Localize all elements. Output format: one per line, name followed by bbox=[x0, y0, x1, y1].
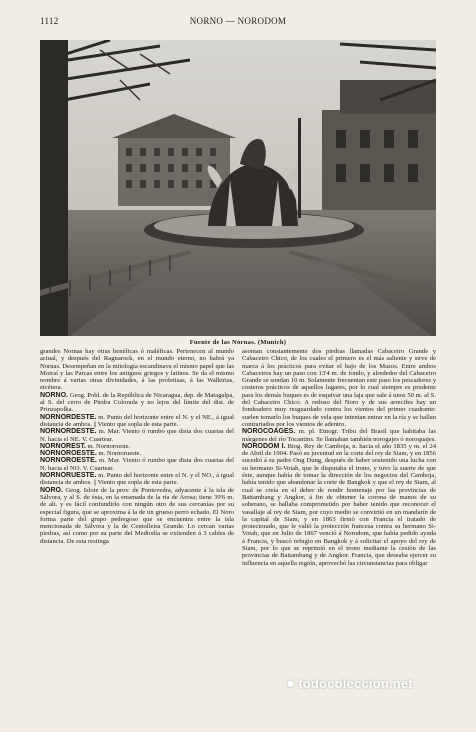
paragraph: NORNOROESTE. m. Mar. Viento ó rumbo que dista dos cuartas del N. hacia el NO. V. Cuartear. bbox=[40, 457, 234, 472]
paragraph: NORNOROESTE. m. Nornorueste. bbox=[40, 450, 142, 458]
left-text-column bbox=[40, 348, 234, 545]
paragraph: NORNORUESTE. m. Punto del horizonte entre el N. y el NO., á igual distancia de ambos. || Viento que sopla de esta parte. bbox=[40, 472, 234, 487]
watermark-text: todocoleccion.net bbox=[298, 675, 413, 691]
watermark-logo-icon: ● bbox=[286, 674, 296, 692]
paragraph: NOROCOAGES. m. pl. Etnogr. Tribu del Brasil que habitaba las márgenes del río Tocantins. Se llamaban también norogajes ó noroquajes. bbox=[242, 428, 436, 443]
headword: NOROCOAGES. bbox=[242, 428, 296, 436]
headword: NORNORDESTE. bbox=[40, 428, 97, 436]
headword: NORO. bbox=[40, 486, 63, 494]
headword: NORNOROESTE. bbox=[40, 457, 97, 465]
paragraph: asoman constantemente dos piedras llamadas Cabaceiro Grande y Cabaceiro Chico, de los cuales el primero es el más saliente y sirve de marca á los prácticos para evitar el bajo de los Mazos. Entre ambos Cabaceiros hay un paso con 13'4 m. de fondo, y alrededor del Cabaceiro Grande se sondan 10 m. Solamente frecuentan este paso los pescadores y costeros prácticos de aquellos lugares, por lo cual siempre es prudente para los demás buques es de esquivar una laja que sale á unos 50 m. al S. del Cabaceiro Chico. A redoso del Noro y de sus arrecifes hay un fondeadero muy resguardado contra los vientos del primer cuadrante: suelen tomarlo los buques de vela que intentan entrar en la ría y se hallan contrariados por los vientos de adentro. bbox=[242, 348, 436, 428]
paragraph: NORNORDESTE. m. Punto del horizonte entre el N. y el NE., á igual distancia de ambos. || Viento que sopla de esta parte. bbox=[40, 413, 234, 428]
watermark bbox=[286, 672, 464, 694]
paragraph: NORODOM I. Biog. Rey de Camboja, n. hacia el año 1835 y m. el 24 de Abril de 1904. Pasó su juventud en la corte del rey de Siam, y en 1856 sucedió á su padre Ong Dung, después de haber sostenido una lucha con su hermano Si-Votah, que le disputaba el trono, y tuvo la suerte de que éste, aunque había de tomar la dirección de los negocios del Camboja, había tenido que abandonar la corte de Bangkok y que el rey de Siam, al cual se creía en el deber de rendir homenaje por las provincias de Battambang y Angkor, á fin de obtener la corona de manos de su soberano, se hallaba comprometido por haber tenido que reconocer el vasallaje al rey de Siam, por cuyo medio se convirtió en un mandarín de la capital de Siam, y en 1863 firmó con Francia el tratado de protectorado, que le valió la protección francesa contra su hermano Si-Votah, que en Julio de 1867 venció á Norodom, que había pedido ayuda á Francia, y buscó refugio en Bangkok y á solicitar el apoyo del rey de Siam, por lo que se reprimió en el trono mediante la cesión de las provincias de Battambang y de Angkor. Francia, que deseaba ejercer su influencia en aquella región, aprovechó las circunstancias para obligar bbox=[242, 442, 436, 567]
paragraph: NORO. Geog. Islote de la prov. de Pontevedra, adyacente á la isla de Sálvora, y al S. de ésta, en la ensenada de la ría de Arosa; tiene 39'6 m. de alt. y es fácil confundirlo con ningún otro de sus cercanías por su especial figura, que se aproxima á la de un grueso perro echado. El Noro forma parte del grupo pedregoso que se encuentra entre la isla mencionada de Sálvora y la de Centolleira Grande. Lo cercan varias piedras, así como por su parte del Mediodía se extienden á 3 cables de distancia. De esta restinga bbox=[40, 486, 234, 545]
right-text-column bbox=[242, 348, 436, 567]
paragraph: NORNORDESTE. m. Mar. Viento ó rumbo que dista dos cuartas del N. hacia el NE. V. Cuartear. bbox=[40, 428, 234, 443]
headword: NORODOM I. bbox=[242, 442, 286, 450]
page-number: 1112 bbox=[40, 16, 59, 26]
headword: NORNOREST. bbox=[40, 442, 86, 450]
figure-caption: Fuente de las Nornas. (Munich) bbox=[189, 339, 287, 346]
headword: NORNOROESTE. bbox=[40, 450, 97, 458]
paragraph: NORNO. Geog. Pobl. de la República de Nicaragua, dep. de Matagalpa, al S. del cerro de Piedra Colorada y no lejos del límite del dist. de Prinzapolka. bbox=[40, 391, 234, 414]
photo-illustration bbox=[40, 40, 436, 336]
running-title: NORNO — NORODOM bbox=[189, 16, 287, 26]
running-header bbox=[40, 16, 436, 30]
headword: NORNORUESTE. bbox=[40, 472, 97, 480]
headword: NORNO. bbox=[40, 391, 68, 399]
paragraph: grandes Nornas hay otras benéficas ó maléficas. Pertenecen al mundo actual, y después del Ragnarock, en el mundo eterno, no habrá ya Nornas. Desempeñan en la mitología escandinava el mismo papel que las Moiraí y las Parcas entre los antiguos griegos y latinos. Se da el mismo nombre á varias otras divinidades, á las profetisas, á las Walkirias, etcétera. bbox=[40, 348, 234, 392]
paragraph: NORNOREST. m. Nornoroeste. bbox=[40, 442, 131, 450]
fountain-photograph bbox=[40, 40, 436, 336]
headword: NORNORDESTE. bbox=[40, 413, 97, 421]
